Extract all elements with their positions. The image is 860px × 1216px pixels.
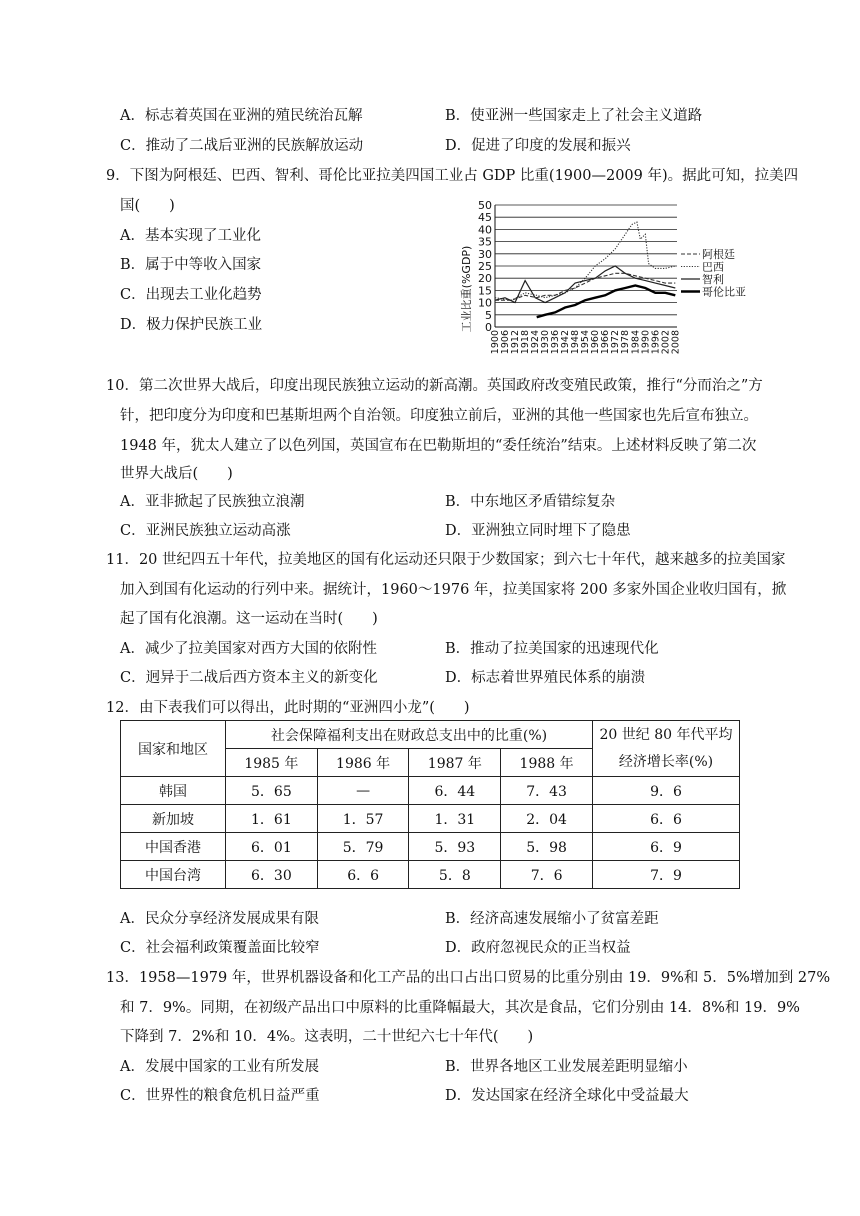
q9-stem-line2: 国( ) bbox=[120, 198, 175, 214]
cell-growth: 9．6 bbox=[593, 777, 740, 805]
y-tick-label: 10 bbox=[478, 296, 492, 310]
x-tick-label: 1942 bbox=[560, 330, 572, 355]
q12-option-a: A．民众分享经济发展成果有限 bbox=[120, 911, 319, 927]
table-header-row bbox=[121, 721, 740, 749]
x-tick-label: 2002 bbox=[660, 330, 672, 355]
q10-option-c: C．亚洲民族独立运动高涨 bbox=[120, 523, 291, 539]
x-tick-label: 1918 bbox=[520, 330, 532, 355]
q9-stem-line1: 9．下图为阿根廷、巴西、智利、哥伦比亚拉美四国工业占 GDP 比重(1900—2009 年)。据此可知，拉美四 bbox=[106, 168, 799, 184]
y-tick-label: 35 bbox=[478, 235, 492, 249]
x-tick-label: 1936 bbox=[550, 330, 562, 355]
y-tick-label: 50 bbox=[478, 199, 492, 212]
industry-share-line-chart bbox=[455, 197, 760, 355]
chart-grid bbox=[495, 205, 677, 327]
q12-option-b: B．经济高速发展缩小了贫富差距 bbox=[445, 911, 659, 927]
cell-value: 1．31 bbox=[409, 805, 501, 833]
cell-value: 6．30 bbox=[226, 861, 318, 889]
header-growth-line1: 20 世纪 80 年代平均 bbox=[599, 726, 733, 743]
series-line-2 bbox=[495, 266, 675, 303]
table-row bbox=[121, 777, 740, 805]
y-tick-label: 45 bbox=[478, 211, 492, 225]
q9-option-c: C．出现去工业化趋势 bbox=[120, 287, 262, 303]
y-tick-label: 20 bbox=[478, 272, 492, 286]
q9-option-b: B．属于中等收入国家 bbox=[120, 257, 262, 273]
year-1987: 1987 年 bbox=[409, 749, 501, 777]
x-tick-label: 1978 bbox=[620, 330, 632, 355]
y-tick-label: 0 bbox=[485, 321, 492, 334]
cell-region: 中国香港 bbox=[121, 833, 226, 861]
cell-value: 6．6 bbox=[317, 861, 409, 889]
q13-stem-line1: 13．1958—1979 年，世界机器设备和化工产品的出口占出口贸易的比重分别由 19．9%和 5．5%增加到 27% bbox=[106, 970, 831, 986]
q11-option-c: C．迥异于二战后西方资本主义的新变化 bbox=[120, 670, 378, 686]
x-tick-label: 1948 bbox=[570, 330, 582, 355]
chart-legend bbox=[681, 247, 746, 299]
cell-value: 5．93 bbox=[409, 833, 501, 861]
cell-region: 中国台湾 bbox=[121, 861, 226, 889]
cell-value: 6．01 bbox=[226, 833, 318, 861]
x-tick-label: 1960 bbox=[590, 330, 602, 355]
y-tick-label: 5 bbox=[485, 308, 492, 322]
x-tick-label: 1984 bbox=[630, 330, 642, 355]
header-growth-line2: 经济增长率(%) bbox=[618, 753, 714, 770]
cell-value: 1．61 bbox=[226, 805, 318, 833]
cell-growth: 6．9 bbox=[593, 833, 740, 861]
header-welfare: 社会保障福利支出在财政总支出中的比重(%) bbox=[226, 721, 593, 749]
q11-option-b: B．推动了拉美国家的迅速现代化 bbox=[445, 641, 659, 657]
cell-region: 新加坡 bbox=[121, 805, 226, 833]
q13-stem-line3: 下降到 7．2%和 10．4%。这表明，二十世纪六七十年代( ) bbox=[120, 1029, 534, 1045]
q13-option-c: C．世界性的粮食危机日益严重 bbox=[120, 1088, 320, 1104]
q10-stem-line4: 世界大战后( ) bbox=[120, 466, 233, 482]
cell-value: — bbox=[317, 777, 409, 805]
q10-option-b: B．中东地区矛盾错综复杂 bbox=[445, 494, 616, 510]
x-tick-label: 2008 bbox=[670, 330, 682, 355]
legend-label-2: 智利 bbox=[702, 273, 724, 286]
x-axis-ticks bbox=[490, 330, 681, 354]
x-tick-label: 1930 bbox=[540, 330, 552, 355]
q8-option-c: C．推动了二战后亚洲的民族解放运动 bbox=[120, 138, 364, 154]
legend-label-0: 阿根廷 bbox=[702, 248, 735, 261]
x-tick-label: 1900 bbox=[490, 330, 501, 355]
q8-option-b: B．使亚洲一些国家走上了社会主义道路 bbox=[445, 108, 703, 124]
cell-value: 7．43 bbox=[501, 777, 593, 805]
cell-growth: 7．9 bbox=[593, 861, 740, 889]
year-1986: 1986 年 bbox=[317, 749, 409, 777]
q11-stem-line1: 11．20 世纪四五十年代，拉美地区的国有化运动还只限于少数国家；到六七十年代，越来越多的拉美国家 bbox=[106, 552, 786, 568]
cell-value: 2．04 bbox=[501, 805, 593, 833]
cell-value: 5．98 bbox=[501, 833, 593, 861]
q10-option-d: D．亚洲独立同时埋下了隐患 bbox=[445, 523, 631, 539]
cell-growth: 6．6 bbox=[593, 805, 740, 833]
x-tick-label: 1924 bbox=[530, 330, 542, 355]
legend-label-3: 哥伦比亚 bbox=[702, 285, 746, 299]
q10-stem-line2: 针，把印度分为印度和巴基斯坦两个自治领。印度独立前后，亚洲的其他一些国家也先后宣布独立。 bbox=[120, 408, 758, 424]
y-axis-label: 工业比重(%GDP) bbox=[460, 245, 473, 333]
q9-option-d: D．极力保护民族工业 bbox=[120, 317, 263, 333]
q12-stem: 12．由下表我们可以得出，此时期的“亚洲四小龙”( ) bbox=[106, 700, 470, 716]
q8-option-d: D．促进了印度的发展和振兴 bbox=[445, 138, 631, 154]
table-row bbox=[121, 861, 740, 889]
x-tick-label: 1966 bbox=[600, 330, 612, 355]
header-growth bbox=[593, 721, 740, 777]
cell-value: 7．6 bbox=[501, 861, 593, 889]
year-1985: 1985 年 bbox=[226, 749, 318, 777]
y-tick-label: 40 bbox=[478, 223, 492, 237]
q10-stem-line3: 1948 年，犹太人建立了以色列国，英国宣布在巴勒斯坦的“委任统治”结束。上述材料反映了第二次 bbox=[120, 438, 757, 454]
cell-value: 6．44 bbox=[409, 777, 501, 805]
q11-option-d: D．标志着世界殖民体系的崩溃 bbox=[445, 670, 646, 686]
q12-option-c: C．社会福利政策覆盖面比较窄 bbox=[120, 940, 320, 956]
cell-value: 1．57 bbox=[317, 805, 409, 833]
header-region: 国家和地区 bbox=[121, 721, 226, 777]
y-tick-label: 15 bbox=[478, 284, 492, 298]
q9-option-a: A．基本实现了工业化 bbox=[120, 228, 261, 244]
q10-stem-line1: 10．第二次世界大战后，印度出现民族独立运动的新高潮。英国政府改变殖民政策，推行“分而治之”方 bbox=[106, 378, 763, 394]
table-row bbox=[121, 805, 740, 833]
q12-option-d: D．政府忽视民众的正当权益 bbox=[445, 940, 631, 956]
cell-value: 5．65 bbox=[226, 777, 318, 805]
q11-stem-line3: 起了国有化浪潮。这一运动在当时( ) bbox=[120, 611, 378, 627]
x-tick-label: 1906 bbox=[500, 330, 512, 355]
q13-option-b: B．世界各地区工业发展差距明显缩小 bbox=[445, 1059, 688, 1075]
table-row bbox=[121, 833, 740, 861]
x-tick-label: 1972 bbox=[610, 330, 622, 355]
year-1988: 1988 年 bbox=[501, 749, 593, 777]
q11-stem-line2: 加入到国有化运动的行列中来。据统计，1960～1976 年，拉美国家将 200 多家外国企业收归国有，掀 bbox=[120, 582, 787, 598]
x-tick-label: 1990 bbox=[640, 330, 652, 355]
y-axis-ticks bbox=[478, 199, 492, 334]
cell-value: 5．8 bbox=[409, 861, 501, 889]
welfare-growth-table bbox=[120, 720, 740, 889]
legend-label-1: 巴西 bbox=[702, 260, 724, 274]
q10-option-a: A．亚非掀起了民族独立浪潮 bbox=[120, 494, 305, 510]
x-tick-label: 1996 bbox=[650, 330, 662, 355]
q8-option-a: A．标志着英国在亚洲的殖民统治瓦解 bbox=[120, 108, 363, 124]
x-tick-label: 1954 bbox=[580, 330, 592, 355]
y-tick-label: 25 bbox=[478, 260, 492, 273]
q13-stem-line2: 和 7．9%。同期，在初级产品出口中原料的比重降幅最大，其次是食品，它们分别由 14．8%和 19．9% bbox=[120, 1000, 800, 1016]
x-tick-label: 1912 bbox=[510, 330, 522, 355]
q13-option-a: A．发展中国家的工业有所发展 bbox=[120, 1059, 319, 1075]
q13-option-d: D．发达国家在经济全球化中受益最大 bbox=[445, 1088, 689, 1104]
cell-region: 韩国 bbox=[121, 777, 226, 805]
y-tick-label: 30 bbox=[478, 247, 492, 261]
cell-value: 5．79 bbox=[317, 833, 409, 861]
q11-option-a: A．减少了拉美国家对西方大国的依附性 bbox=[120, 641, 377, 657]
